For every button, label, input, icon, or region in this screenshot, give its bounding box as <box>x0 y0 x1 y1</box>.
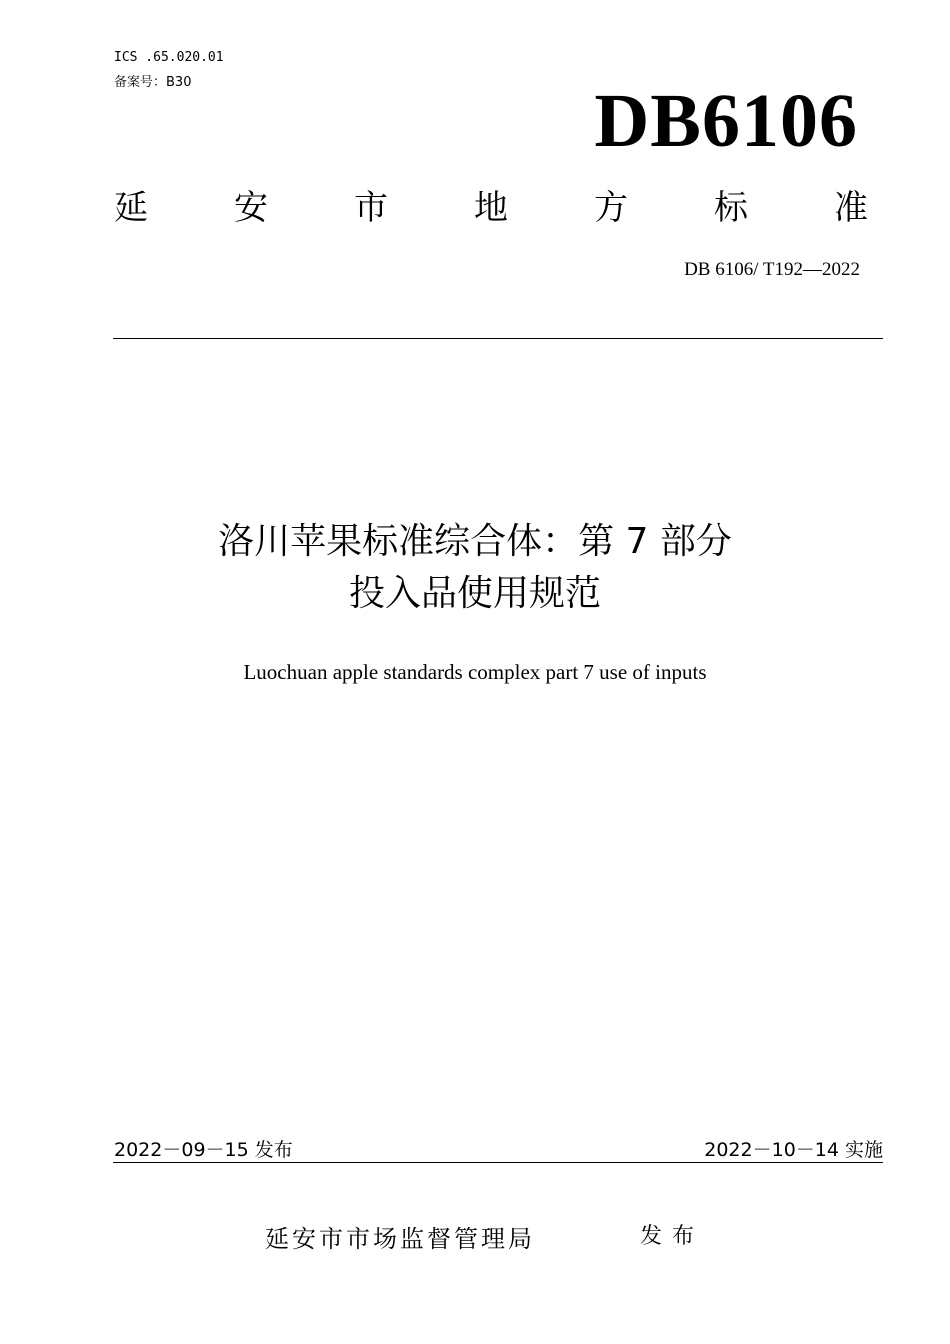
standard-type-char: 安 <box>234 188 268 228</box>
issue-label: 发布 <box>640 1224 705 1249</box>
ics-code: ICS .65.020.01 <box>114 50 224 65</box>
issuing-authority: 延安市市场监督管理局 <box>265 1225 535 1253</box>
document-title-line2: 投入品使用规范 <box>348 573 601 614</box>
standard-type-char: 地 <box>474 188 508 228</box>
footer-divider <box>113 1162 883 1163</box>
standard-logo: DB6106 <box>594 79 858 163</box>
header-divider <box>113 338 883 339</box>
filing-number: 备案号：B30 <box>114 75 192 90</box>
standard-type-char: 标 <box>714 188 748 228</box>
standard-type-char: 市 <box>354 188 388 228</box>
standard-type-char: 方 <box>594 188 628 228</box>
document-title-line1: 洛川苹果标准综合体：第 7 部分 <box>218 521 732 562</box>
english-title: Luochuan apple standards complex part 7 use of inputs <box>243 660 707 684</box>
standard-type-char: 准 <box>834 188 868 228</box>
publish-date: 2022－09－15 发布 <box>114 1139 293 1161</box>
standard-type-char: 延 <box>114 188 148 228</box>
standard-number: DB 6106/ T192—2022 <box>684 259 860 280</box>
standard-type-heading <box>114 186 868 230</box>
implement-date: 2022－10－14 实施 <box>704 1139 883 1161</box>
